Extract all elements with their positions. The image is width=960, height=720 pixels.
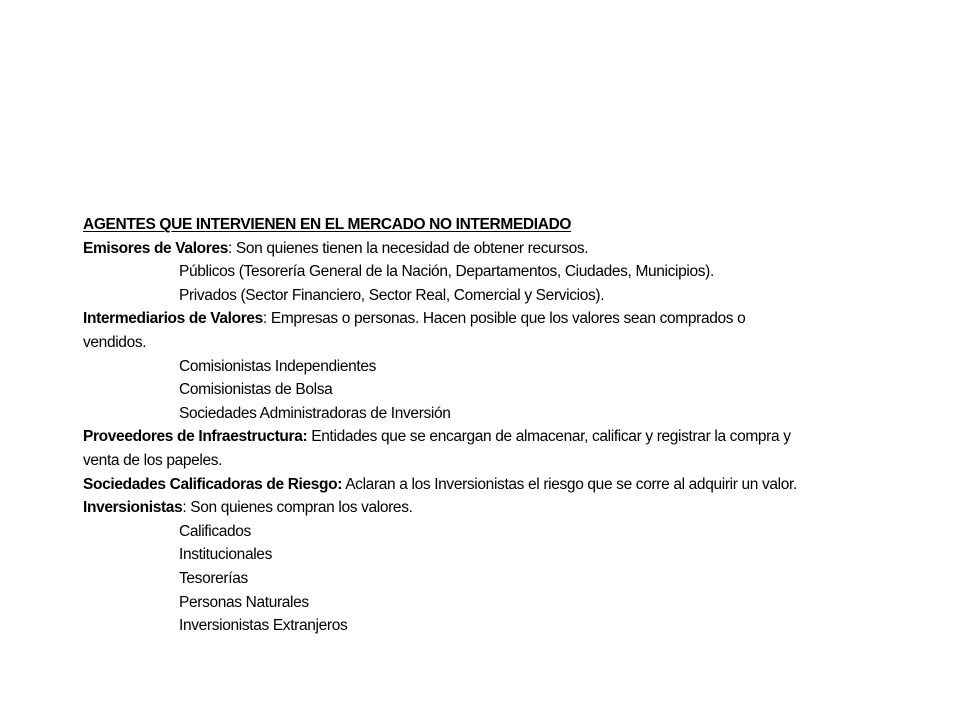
emisores-term: Emisores de Valores: [83, 239, 228, 257]
slide-body: [83, 213, 883, 638]
calificadoras-paragraph: [83, 473, 883, 497]
inversionistas-paragraph: [83, 496, 883, 520]
inversionistas-item-institucionales: Institucionales: [179, 546, 272, 564]
intermediarios-term: Intermediarios de Valores: [83, 310, 263, 328]
inversionistas-term: Inversionistas: [83, 499, 183, 517]
intermediarios-item-sociedades: Sociedades Administradoras de Inversión: [179, 404, 451, 422]
slide-heading: AGENTES QUE INTERVIENEN EN EL MERCADO NO INTERMEDIADO: [83, 216, 572, 233]
calificadoras-term: Sociedades Calificadoras de Riesgo:: [83, 475, 343, 493]
proveedores-description-continued: venta de los papeles.: [83, 451, 223, 469]
proveedores-description: Entidades que se encargan de almacenar, calificar y registrar la compra y: [307, 428, 791, 446]
emisores-paragraph: [83, 237, 883, 261]
intermediarios-item-independientes: Comisionistas Independientes: [179, 357, 376, 375]
inversionistas-description: : Son quienes compran los valores.: [182, 499, 413, 517]
inversionistas-item-calificados: Calificados: [179, 522, 251, 540]
proveedores-paragraph: [83, 425, 883, 449]
emisores-item-privados: Privados (Sector Financiero, Sector Real, Comercial y Servicios).: [179, 286, 605, 304]
proveedores-term: Proveedores de Infraestructura:: [83, 428, 308, 446]
intermediarios-description: : Empresas o personas. Hacen posible que los valores sean comprados o: [262, 310, 746, 328]
intermediarios-item-bolsa: Comisionistas de Bolsa: [179, 381, 333, 399]
inversionistas-item-extranjeros: Inversionistas Extranjeros: [179, 617, 348, 635]
inversionistas-item-tesorerias: Tesorerías: [179, 569, 248, 587]
emisores-description: : Son quienes tienen la necesidad de obtener recursos.: [228, 239, 589, 257]
intermediarios-description-continued: vendidos.: [83, 333, 147, 351]
emisores-item-publicos: Públicos (Tesorería General de la Nación, Departamentos, Ciudades, Municipios).: [179, 263, 714, 281]
intermediarios-paragraph: [83, 307, 883, 331]
calificadoras-description: Aclaran a los Inversionistas el riesgo que se corre al adquirir un valor.: [342, 475, 797, 493]
inversionistas-item-personas-naturales: Personas Naturales: [179, 593, 309, 611]
